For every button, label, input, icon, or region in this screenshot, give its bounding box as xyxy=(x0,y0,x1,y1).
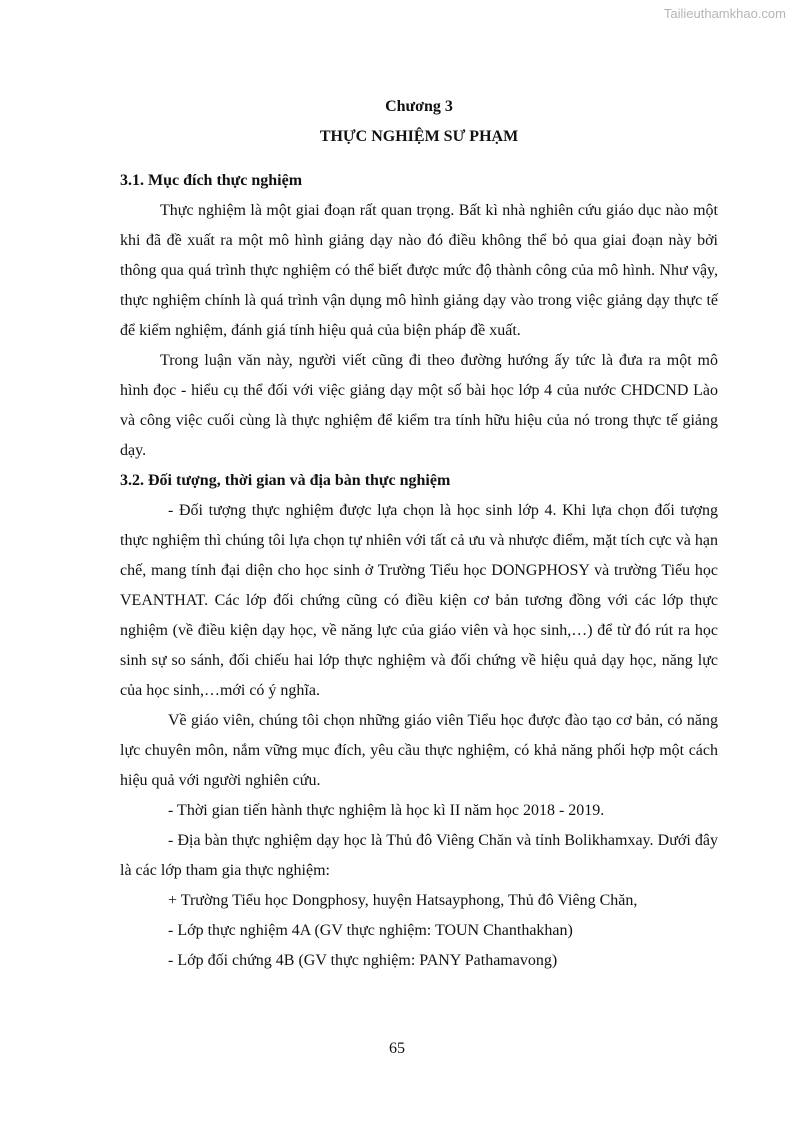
paragraph: Thực nghiệm là một giai đoạn rất quan trọng. Bất kì nhà nghiên cứu giáo dục nào một khi đã đề xuất ra một mô hình giảng dạy nào đó điều không thể bỏ qua giai đoạn này bởi thông qua quá trình thực nghiệm có thể biết được mức độ thành công của mô hình. Như vậy, thực nghiệm chính là quá trình vận dụng mô hình giảng dạy vào trong việc giảng dạy thực tế để kiểm nghiệm, đánh giá tính hiệu quả của biện pháp đề xuất. xyxy=(120,202,718,339)
watermark: Tailieuthamkhao.com xyxy=(663,6,786,21)
page-number: 65 xyxy=(389,1040,405,1057)
paragraph: - Thời gian tiến hành thực nghiệm là học kì II năm học 2018 - 2019. xyxy=(168,802,605,819)
list-item: - Lớp đối chứng 4B (GV thực nghiệm: PANY Pathamavong) xyxy=(168,952,558,969)
paragraph: Về giáo viên, chúng tôi chọn những giáo viên Tiểu học được đào tạo cơ bản, có năng lực chuyên môn, nắm vững mục đích, yêu cầu thực nghiệm, có khả năng phối hợp một cách hiệu quả với người nghiên cứu. xyxy=(120,712,718,789)
paragraph: - Đối tượng thực nghiệm được lựa chọn là học sinh lớp 4. Khi lựa chọn đối tượng thực nghiệm thì chúng tôi lựa chọn tự nhiên với tất cả ưu và nhược điểm, mặt tích cực và hạn chế, mang tính đại diện cho học sinh ở Trường Tiểu học DONGPHOSY và trường Tiểu học VEANTHAT. Các lớp đối chứng cũng có điều kiện cơ bản tương đồng với các lớp thực nghiệm (về điều kiện dạy học, về năng lực của giáo viên và học sinh,…) để từ đó rút ra học sinh sự so sánh, đối chiếu hai lớp thực nghiệm và đối chứng về hiệu quả dạy học, năng lực của học sinh,…mới có ý nghĩa. xyxy=(120,502,718,699)
chapter-label: Chương 3 xyxy=(385,98,453,115)
chapter-title: THỰC NGHIỆM SƯ PHẠM xyxy=(319,128,519,145)
section-heading: 3.1. Mục đích thực nghiệm xyxy=(120,172,303,189)
paragraph: Trong luận văn này, người viết cũng đi theo đường hướng ấy tức là đưa ra một mô hình đọc - hiểu cụ thể đối với việc giảng dạy một số bài học lớp 4 của nước CHDCND Lào và công việc cuối cùng là thực nghiệm để kiểm tra tính hữu hiệu của nó trong thực tế giảng dạy. xyxy=(120,352,718,459)
paragraph: - Địa bàn thực nghiệm dạy học là Thủ đô Viêng Chăn và tỉnh Bolikhamxay. Dưới đây là các lớp tham gia thực nghiệm: xyxy=(120,832,718,879)
list-item: + Trường Tiểu học Dongphosy, huyện Hatsayphong, Thủ đô Viêng Chăn, xyxy=(168,892,638,909)
list-item: - Lớp thực nghiệm 4A (GV thực nghiệm: TOUN Chanthakhan) xyxy=(168,922,573,939)
page-content xyxy=(120,92,718,976)
section-heading: 3.2. Đối tượng, thời gian và địa bàn thực nghiệm xyxy=(120,472,451,489)
